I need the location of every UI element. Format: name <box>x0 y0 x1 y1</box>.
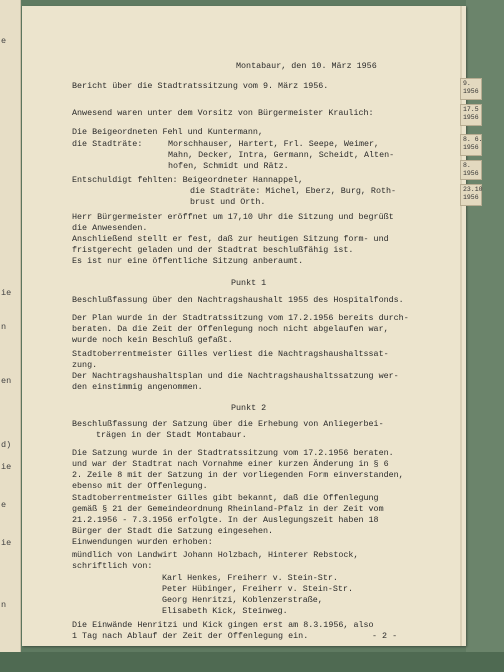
margin-fragment: d) <box>1 440 12 450</box>
body-line: beraten. Da die Zeit der Offenlegung noch nicht abgelaufen war, <box>72 324 389 334</box>
index-tab[interactable]: 23.10 1956 <box>460 184 482 206</box>
councillors-line: Morschhauser, Hartert, Frl. Seepe, Weimer, <box>168 139 380 149</box>
objector-line: Georg Henritzi, Koblenzerstraße, <box>162 595 323 605</box>
margin-fragment: ie <box>1 462 12 472</box>
body-line: und war der Stadtrat nach Vornahme einer kurzen Änderung in § 6 <box>72 459 389 469</box>
body-line: Stadtoberrentmeister Gilles gibt bekannt, daß die Offenlegung <box>72 493 379 503</box>
binder-edge <box>466 0 504 672</box>
closing-line: Die Einwände Henritzi und Kick gingen erst am 8.3.1956, also <box>72 620 374 630</box>
section-title: Beschlußfassung über den Nachtragshaushalt 1955 des Hospitalfonds. <box>72 295 404 305</box>
attendance-intro: Anwesend waren unter dem Vorsitz von Bürgermeister Kraulich: <box>72 108 374 118</box>
opening-line: die Anwesenden. <box>72 223 148 233</box>
body-line: Die Satzung wurde in der Stadtratssitzung vom 17.2.1956 beraten. <box>72 448 394 458</box>
margin-fragment: en <box>1 376 12 386</box>
page-number: - 2 - <box>372 631 398 641</box>
margin-fragment: e <box>1 500 7 510</box>
report-title: Bericht über die Stadtratssitzung vom 9. März 1956. <box>72 81 329 91</box>
body-line: Einwendungen wurden erhoben: <box>72 537 213 547</box>
index-tab[interactable]: 8. 6. 1956 <box>460 134 482 156</box>
section-heading: Punkt 1 <box>231 278 267 288</box>
councillors-line: Mahn, Decker, Intra, Germann, Scheidt, Alten- <box>168 150 395 160</box>
body-line: den einstimmig angenommen. <box>72 382 203 392</box>
body-line: zung. <box>72 360 98 370</box>
index-tab[interactable]: 9. 1956 <box>460 78 482 100</box>
body-line: wurde noch kein Beschluß gefaßt. <box>72 335 233 345</box>
objector-line: Karl Henkes, Freiherr v. Stein-Str. <box>162 573 338 583</box>
document-page <box>22 6 466 646</box>
body-line: ebenso mit der Offenlegung. <box>72 481 208 491</box>
body-line: mündlich von Landwirt Johann Holzbach, Hinterer Rebstock, <box>72 550 359 560</box>
margin-fragment: e <box>1 36 7 46</box>
opening-line: Es ist nur eine öffentliche Sitzung anberaumt. <box>72 256 304 266</box>
body-line: Bürger der Stadt die Satzung eingesehen. <box>72 526 274 536</box>
body-line: gemäß § 21 der Gemeindeordnung Rheinland-Pfalz in der Zeit vom <box>72 504 384 514</box>
excused-line: Entschuldigt fehlten: Beigeordneter Hannappel, <box>72 175 304 185</box>
councillors-label: die Stadträte: <box>72 139 143 149</box>
aldermen-line: Die Beigeordneten Fehl und Kuntermann, <box>72 127 263 137</box>
body-line: Der Plan wurde in der Stadtratssitzung vom 17.2.1956 bereits durch- <box>72 313 409 323</box>
previous-page-edge <box>0 0 21 672</box>
body-line: schriftlich von: <box>72 561 153 571</box>
binder-bottom <box>0 652 504 672</box>
opening-line: Anschließend stellt er fest, daß zur heutigen Sitzung form- und <box>72 234 389 244</box>
body-line: 2. Zeile 8 mit der Satzung in der vorliegenden Form einverstanden, <box>72 470 404 480</box>
excused-line: die Stadträte: Michel, Eberz, Burg, Roth- <box>190 186 397 196</box>
body-line: Der Nachtragshaushaltsplan und die Nachtragshaushaltssatzung wer- <box>72 371 399 381</box>
date-line: Montabaur, den 10. März 1956 <box>236 61 377 71</box>
opening-line: fristgerecht geladen und der Stadtrat beschlußfähig ist. <box>72 245 354 255</box>
councillors-line: hofen, Schmidt und Rätz. <box>168 161 289 171</box>
section-title: trägen in der Stadt Montabaur. <box>96 430 247 440</box>
index-tab[interactable]: 8. 1956 <box>460 160 482 180</box>
section-heading: Punkt 2 <box>231 403 267 413</box>
objector-line: Elisabeth Kick, Steinweg. <box>162 606 288 616</box>
objector-line: Peter Hübinger, Freiherr v. Stein-Str. <box>162 584 353 594</box>
index-tab[interactable]: 17.5 1956 <box>460 104 482 126</box>
body-line: Stadtoberrentmeister Gilles verliest die Nachtragshaushaltssat- <box>72 349 389 359</box>
opening-line: Herr Bürgermeister eröffnet um 17,10 Uhr die Sitzung und begrüßt <box>72 212 394 222</box>
margin-fragment: ie <box>1 538 12 548</box>
excused-line: brust und Orth. <box>190 197 266 207</box>
body-line: 21.2.1956 - 7.3.1956 erfolgte. In der Auslegungszeit haben 18 <box>72 515 379 525</box>
margin-fragment: n <box>1 600 7 610</box>
margin-fragment: ie <box>1 288 12 298</box>
margin-fragment: n <box>1 322 7 332</box>
closing-line: 1 Tag nach Ablauf der Zeit der Offenlegung ein. <box>72 631 309 641</box>
section-title: Beschlußfassung der Satzung über die Erhebung von Anliegerbei- <box>72 419 384 429</box>
